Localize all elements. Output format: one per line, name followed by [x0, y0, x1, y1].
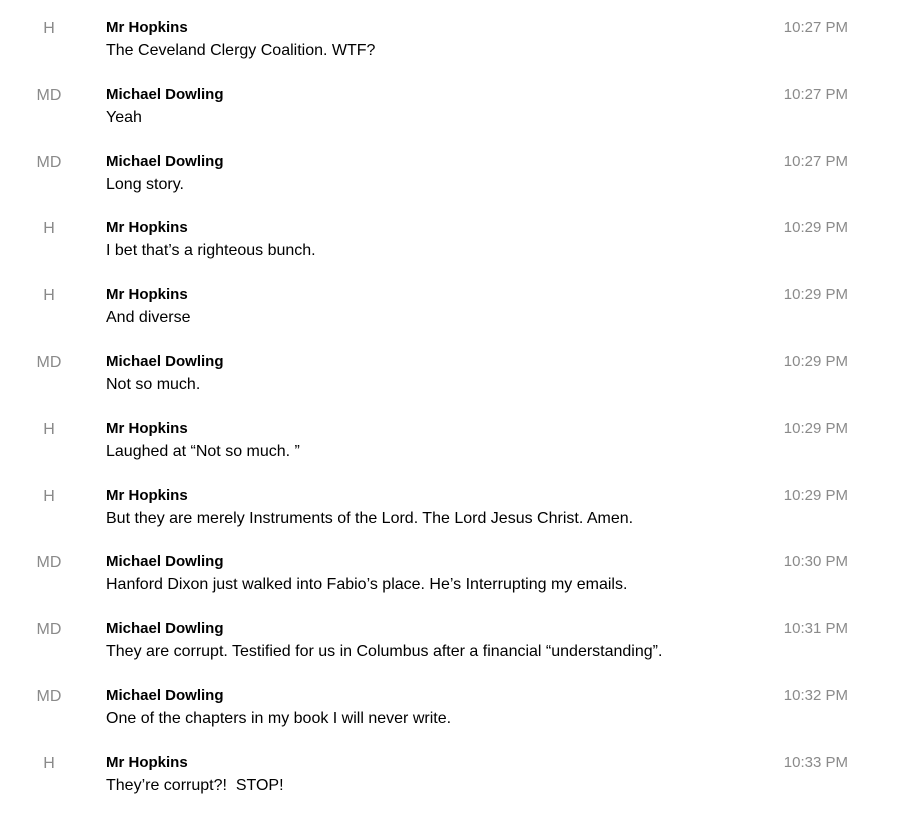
message-timestamp: 10:29 PM [783, 419, 848, 437]
message-row [0, 684, 897, 751]
avatar-initials: MD [36, 86, 62, 104]
message-row [0, 16, 897, 83]
message-timestamp: 10:29 PM [783, 352, 848, 370]
message-timestamp: 10:27 PM [783, 152, 848, 170]
avatar-initials: H [43, 487, 55, 505]
message-timestamp: 10:32 PM [783, 686, 848, 704]
message-text: Not so much. [106, 375, 201, 393]
message-timestamp: 10:31 PM [783, 620, 848, 638]
message-text: The Ceveland Clergy Coalition. WTF? [106, 42, 376, 59]
message-text: Long story. [106, 175, 184, 193]
avatar-initials: H [43, 287, 55, 305]
message-row [0, 484, 897, 551]
sender-name: Mr Hopkins [106, 486, 188, 504]
sender-name: Michael Dowling [106, 620, 224, 638]
sender-name: Michael Dowling [106, 352, 224, 370]
message-text: I bet that’s a righteous bunch. [106, 242, 316, 260]
avatar-initials: MD [36, 554, 62, 572]
sender-name: Mr Hopkins [106, 19, 188, 36]
avatar-initials: MD [36, 353, 62, 371]
message-row [0, 417, 897, 484]
sender-name: Michael Dowling [106, 152, 224, 170]
message-row [0, 617, 897, 684]
message-timestamp: 10:27 PM [783, 19, 848, 36]
avatar-initials: H [43, 220, 55, 238]
message-text: And diverse [106, 309, 191, 327]
avatar-initials: H [43, 20, 55, 37]
avatar-initials: H [43, 754, 55, 772]
sender-name: Michael Dowling [106, 85, 224, 103]
message-timestamp: 10:29 PM [783, 286, 848, 304]
message-text: Laughed at “Not so much. ” [106, 442, 300, 460]
avatar-initials: MD [36, 153, 62, 171]
message-row [0, 283, 897, 350]
message-timestamp: 10:29 PM [783, 486, 848, 504]
message-row [0, 751, 897, 818]
message-timestamp: 10:30 PM [783, 553, 848, 571]
sender-name: Mr Hopkins [106, 286, 188, 304]
message-timestamp: 10:27 PM [783, 85, 848, 103]
message-text: Yeah [106, 108, 142, 126]
message-text: Hanford Dixon just walked into Fabio’s place. He’s Interrupting my emails. [106, 576, 628, 594]
sender-name: Mr Hopkins [106, 753, 188, 771]
message-thread [0, 16, 897, 818]
message-text: One of the chapters in my book I will never write. [106, 709, 452, 727]
message-text: They’re corrupt?! STOP! [106, 776, 284, 794]
message-timestamp: 10:33 PM [783, 753, 848, 771]
message-text: They are corrupt. Testified for us in Columbus after a financial “understanding”. [106, 643, 663, 661]
message-row [0, 216, 897, 283]
message-timestamp: 10:29 PM [783, 219, 848, 237]
message-row [0, 83, 897, 150]
sender-name: Michael Dowling [106, 686, 224, 704]
message-row [0, 550, 897, 617]
sender-name: Mr Hopkins [106, 419, 188, 437]
avatar-initials: MD [36, 687, 62, 705]
avatar-initials: H [43, 420, 55, 438]
message-text: But they are merely Instruments of the Lord. The Lord Jesus Christ. Amen. [106, 509, 634, 527]
avatar-initials: MD [36, 621, 62, 639]
message-row [0, 150, 897, 217]
message-row [0, 350, 897, 417]
sender-name: Mr Hopkins [106, 219, 188, 237]
sender-name: Michael Dowling [106, 553, 224, 571]
